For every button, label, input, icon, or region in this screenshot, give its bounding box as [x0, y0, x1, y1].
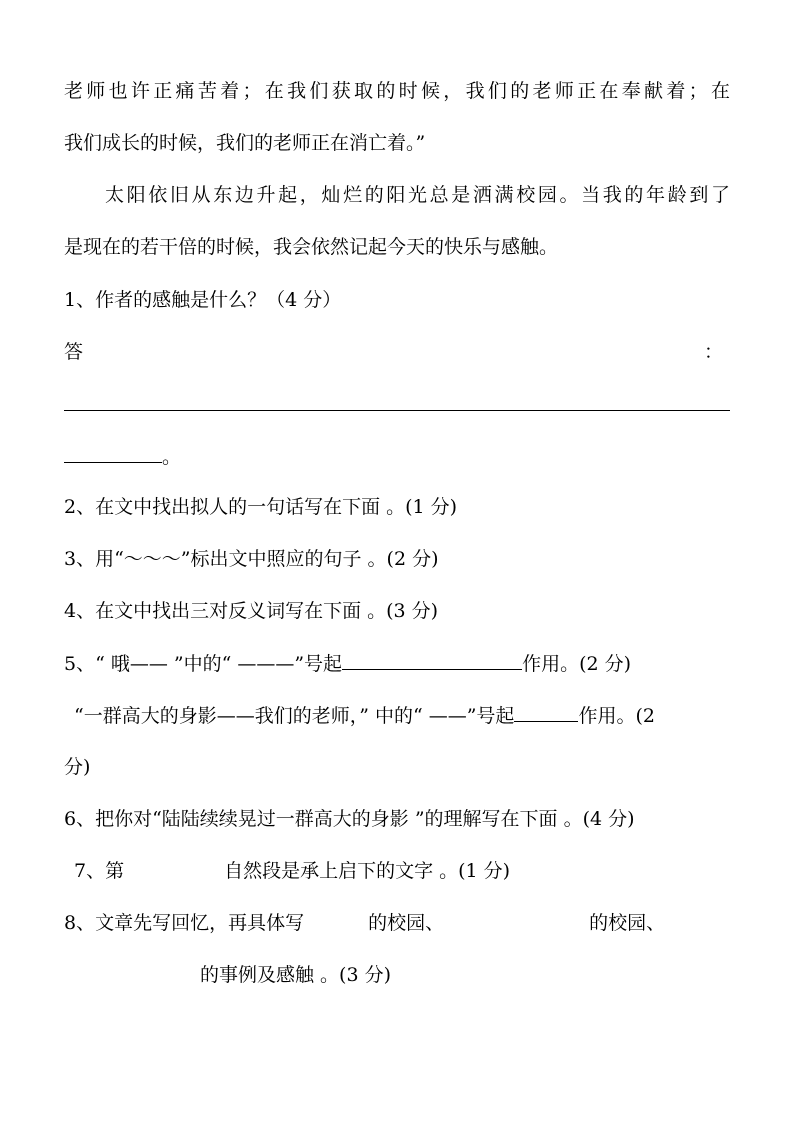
question-8-mid-2: 的校园、 [589, 912, 666, 934]
question-5b-blank[interactable] [514, 703, 578, 722]
question-3: 3、用“～～～”标出文中照应的句子 。(2 分) [64, 548, 439, 570]
answer-blank[interactable] [64, 444, 162, 463]
question-2: 2、在文中找出拟人的一句话写在下面 。(1 分) [64, 496, 458, 518]
question-5b [74, 703, 655, 728]
question-7 [74, 859, 510, 883]
answer-period: 。 [162, 446, 182, 468]
question-5b-prefix: “一群高大的身影——我们的老师，” 中的“ ——”号起 [74, 705, 515, 727]
passage-line-1: 老师也许正痛苦着；在我们获取的时候，我们的老师正在奉献着；在 [64, 80, 730, 102]
question-8-mid-1: 的校园、 [368, 912, 445, 934]
question-5-suffix: 作用。(2 分) [522, 653, 632, 675]
answer-line[interactable] [64, 410, 730, 411]
question-8-prefix: 8、文章先写回忆，再具体写 [64, 912, 305, 934]
passage-line-3: 太阳依旧从东边升起，灿烂的阳光总是洒满校园。当我的年龄到了 [105, 184, 730, 206]
question-5 [64, 651, 631, 676]
question-1-answer-colon: ： [704, 341, 724, 363]
question-6: 6、把你对“陆陆续续晃过一群高大的身影 ”的理解写在下面 。(4 分) [64, 808, 635, 830]
question-5b-continuation: 分) [64, 756, 91, 778]
question-8-continuation: 的事例及感触 。(3 分) [200, 964, 391, 986]
question-1-answer-label: 答 [64, 341, 84, 363]
question-5-blank[interactable] [342, 651, 522, 670]
passage-line-2: 我们成长的时候，我们的老师正在消亡着。” [64, 132, 426, 154]
question-8 [64, 911, 665, 935]
question-5-prefix: 5、“ 哦—— ”中的“ ———”号起 [64, 653, 343, 675]
question-1-answer-end [64, 444, 181, 469]
question-5b-suffix: 作用。(2 [578, 705, 655, 727]
question-7-suffix: 自然段是承上启下的文字 。(1 分) [224, 860, 511, 882]
question-1: 1、作者的感触是什么？（4 分） [64, 289, 342, 311]
question-4: 4、在文中找出三对反义词写在下面 。(3 分) [64, 600, 439, 622]
question-7-prefix: 7、第 [74, 860, 125, 882]
passage-line-4: 是现在的若干倍的时候，我会依然记起今天的快乐与感触。 [64, 236, 559, 258]
